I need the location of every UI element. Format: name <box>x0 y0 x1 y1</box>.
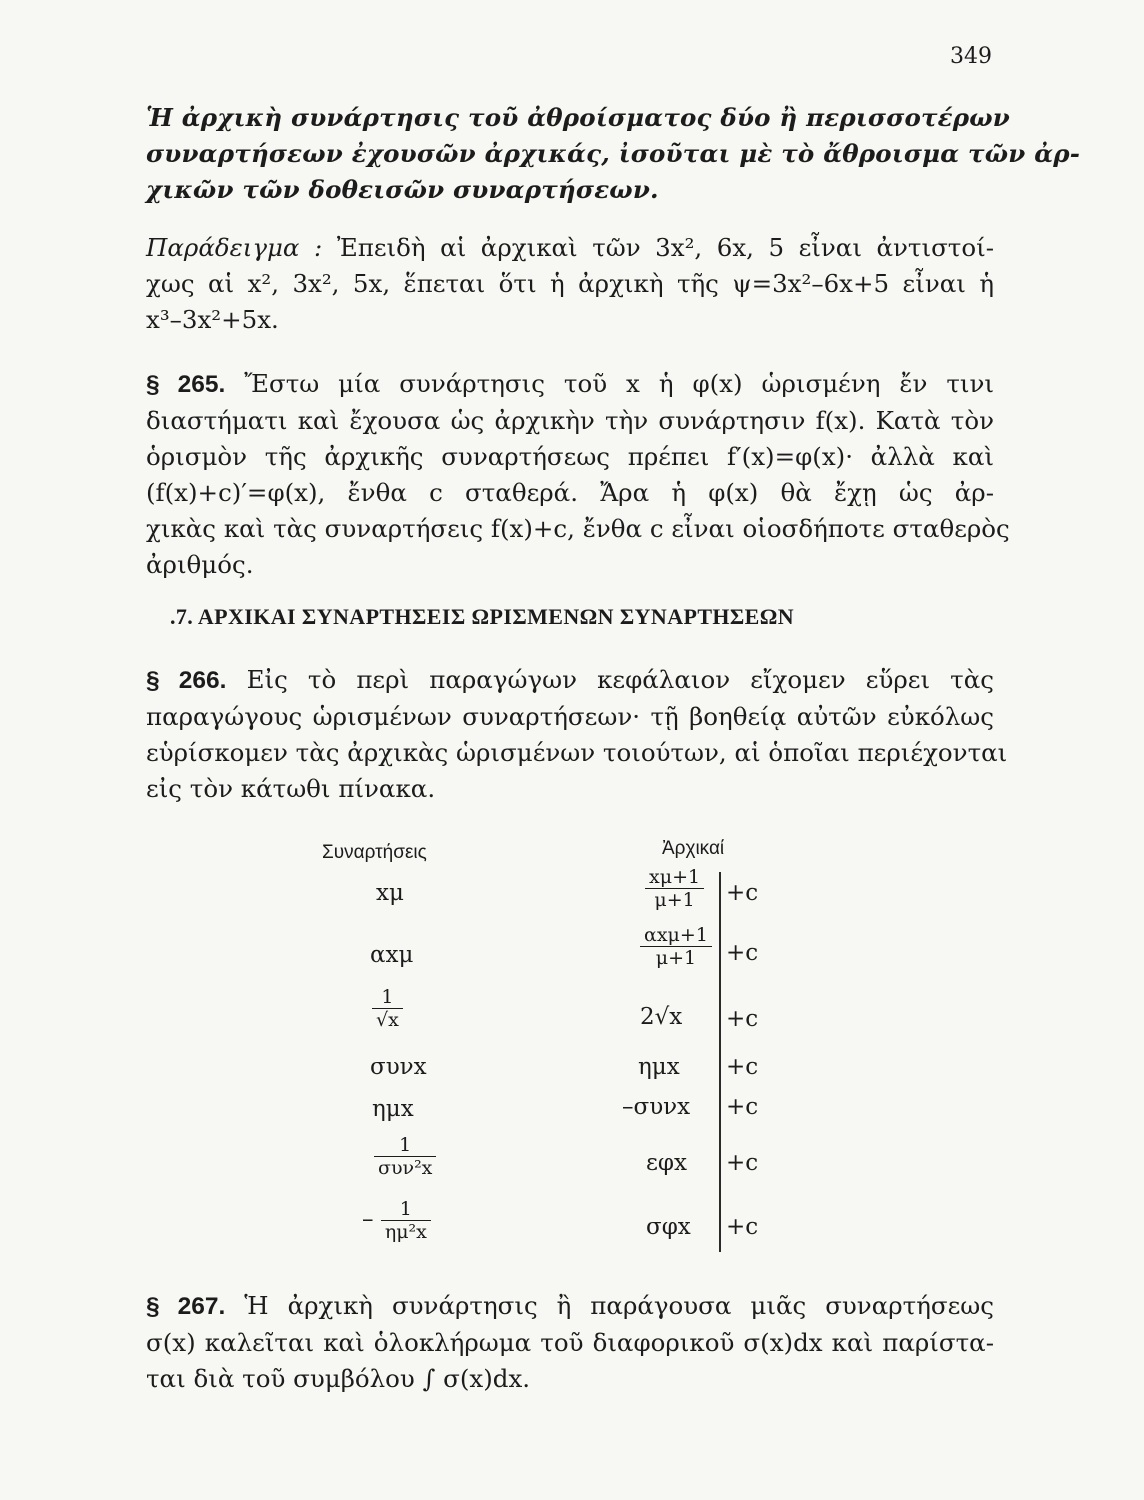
fraction-numerator: 1 <box>399 1134 412 1156</box>
table-row-1-constant: +c <box>726 880 759 906</box>
table-row-7-function <box>362 1198 431 1243</box>
section-265-line-6: ἀριθμός. <box>146 550 254 579</box>
fraction-numerator: 1 <box>381 986 394 1008</box>
example-paragraph <box>146 230 994 338</box>
table-row-6-antiderivative: εφx <box>646 1150 687 1176</box>
table-row-2-antiderivative <box>640 924 712 969</box>
table-row-6-function <box>374 1134 436 1179</box>
fraction-denominator: συν²x <box>374 1156 436 1179</box>
table-row-1-function: xμ <box>376 880 404 906</box>
section-266-line-2: παραγώγους ὡρισμένων συναρτήσεων· τῇ βοηθείᾳ αὐτῶν εὐκόλως <box>146 702 994 731</box>
fraction-numerator: 1 <box>399 1198 412 1220</box>
table-row-5-antiderivative: –συνx <box>622 1094 691 1120</box>
section-266-line-1 <box>146 662 994 699</box>
section-265-text: Ἔστω μία συνάρτησις τοῦ x ἡ φ(x) ὡρισμένη ἔν τινι <box>244 369 995 398</box>
table-row-6-constant: +c <box>726 1150 759 1176</box>
fraction-denominator: ημ²x <box>381 1220 431 1243</box>
minus-sign: – <box>362 1206 374 1233</box>
table-row-2-function: αxμ <box>370 942 414 968</box>
table-row-3-function <box>372 986 403 1031</box>
example-line-2: χως αἱ x², 3x², 5x, ἕπεται ὅτι ἡ ἀρχικὴ τῆς ψ=3x²–6x+5 εἶναι ἡ <box>146 269 994 298</box>
theorem-line: χικῶν τῶν δοθεισῶν συναρτήσεων. <box>146 175 659 204</box>
section-265-line-1 <box>146 366 994 403</box>
section-265-line-3: ὁρισμὸν τῆς ἀρχικῆς συναρτήσεως πρέπει f′(x)=φ(x)· ἀλλὰ καὶ <box>146 442 994 471</box>
section-266 <box>146 662 1008 807</box>
section-267-line-1 <box>146 1288 994 1325</box>
section-265-line-2: διαστήματι καὶ ἔχουσα ὡς ἀρχικὴν τὴν συνάρτησιν f(x). Κατὰ τὸν <box>146 406 994 435</box>
example-line-1 <box>146 230 994 266</box>
table-row-5-function: ημx <box>372 1096 414 1122</box>
table-row-1-antiderivative <box>645 866 704 911</box>
example-label: Παράδειγμα : <box>146 233 323 262</box>
section-265-number: § 265. <box>146 371 226 398</box>
theorem-line: συναρτήσεων ἐχουσῶν ἀρχικάς, ἰσοῦται μὲ τὸ ἄθροισμα τῶν ἀρ- <box>146 139 1081 168</box>
section-267 <box>146 1288 994 1397</box>
example-line-3: x³–3x²+5x. <box>146 305 279 334</box>
table-row-2-constant: +c <box>726 940 759 966</box>
theorem-paragraph <box>146 100 1081 208</box>
section-267-number: § 267. <box>146 1293 226 1320</box>
fraction-numerator: xμ+1 <box>649 866 701 888</box>
section-265 <box>146 366 1010 583</box>
section-267-text: Ἡ ἀρχικὴ συνάρτησις ἢ παράγουσα μιᾶς συναρτήσεως <box>244 1291 995 1320</box>
section-267-line-2: σ(x) καλεῖται καὶ ὁλοκλήρωμα τοῦ διαφορικοῦ σ(x)dx καὶ παρίστα- <box>146 1328 994 1357</box>
table-row-3-constant: +c <box>726 1006 759 1032</box>
theorem-line: Ἡ ἀρχικὴ συνάρτησις τοῦ ἀθροίσματος δύο ἢ περισσοτέρων <box>146 103 1010 132</box>
column-header-antiderivatives: Ἀρχικαί <box>662 838 725 859</box>
fraction-denominator: μ+1 <box>645 888 704 911</box>
section-266-line-4: εἰς τὸν κάτωθι πίνακα. <box>146 774 436 803</box>
column-header-functions: Συναρτήσεις <box>322 842 427 863</box>
table-row-4-function: συνx <box>370 1054 427 1080</box>
example-text: Ἐπειδὴ αἱ ἀρχικαὶ τῶν 3x², 6x, 5 εἶναι ἀντιστοί- <box>336 233 994 262</box>
table-row-3-antiderivative: 2√x <box>640 1004 683 1030</box>
section-266-text: Εἰς τὸ περὶ παραγώγων κεφάλαιον εἴχομεν εὕρει τὰς <box>246 665 994 694</box>
section-267-line-3: ται διὰ τοῦ συμβόλου ∫ σ(x)dx. <box>146 1364 531 1393</box>
section-266-number: § 266. <box>146 667 227 694</box>
table-row-5-constant: +c <box>726 1094 759 1120</box>
page-number: 349 <box>950 44 992 69</box>
section-265-line-4: (f(x)+c)′=φ(x), ἔνθα c σταθερά. Ἄρα ἡ φ(x) θὰ ἔχῃ ὡς ἀρ- <box>146 478 994 507</box>
table-divider <box>719 872 721 1252</box>
section-266-line-3: εὑρίσκομεν τὰς ἀρχικὰς ὡρισμένων τοιούτων, αἱ ὁποῖαι περιέχονται <box>146 738 1008 767</box>
table-row-7-antiderivative: σφx <box>646 1214 691 1240</box>
table-row-4-antiderivative: ημx <box>638 1054 680 1080</box>
fraction-numerator: αxμ+1 <box>644 924 708 946</box>
chapter-heading: .7. ΑΡΧΙΚΑΙ ΣΥΝΑΡΤΗΣΕΙΣ ΩΡΙΣΜΕΝΩΝ ΣΥΝΑΡΤΗΣΕΩΝ <box>170 604 795 629</box>
section-265-line-5: χικὰς καὶ τὰς συναρτήσεις f(x)+c, ἔνθα c εἶναι οἱοσδήποτε σταθερὸς <box>146 514 1010 543</box>
table-row-7-constant: +c <box>726 1214 759 1240</box>
fraction-denominator: √x <box>372 1008 403 1031</box>
table-row-4-constant: +c <box>726 1054 759 1080</box>
fraction-denominator: μ+1 <box>640 946 712 969</box>
